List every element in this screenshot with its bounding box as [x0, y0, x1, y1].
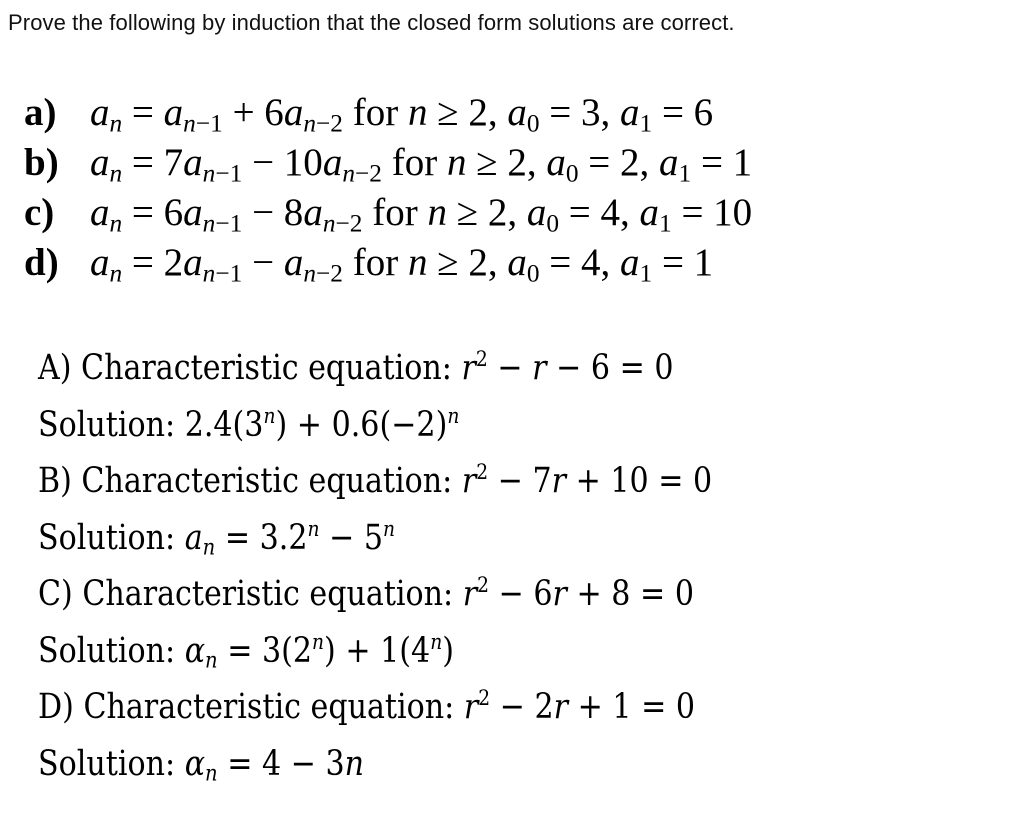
lhs-subscript: n: [109, 109, 123, 138]
lhs-symbol: a: [90, 91, 110, 134]
recurrence-label: c): [24, 191, 55, 234]
characteristic-equation-a: A) Characteristic equation: $r^2 - r - 6 = 0$: [38, 346, 674, 388]
recurrence-rhs: = $2a_{n-1} - a_{n-2}$ for n ≥ 2, $a_0 = 4$, $a_1 = 1$: [131, 241, 714, 288]
recurrence-rhs: = $6a_{n-1} - 8a_{n-2}$ for n ≥ 2, $a_0 = 4$, $a_1 = 10$: [131, 191, 753, 238]
recurrence-label: d): [24, 241, 59, 284]
recurrence-rhs: = $7a_{n-1} - 10a_{n-2}$ for n ≥ 2, $a_0 = 2$, $a_1 = 1$: [131, 141, 753, 188]
lhs-subscript: n: [109, 209, 123, 238]
recurrence-label: a): [24, 91, 57, 134]
solution-d: Solution: $\alpha_n = 4 - 3n$: [38, 743, 365, 787]
lhs-symbol: a: [90, 191, 110, 234]
recurrence-list: [24, 88, 752, 288]
solution-list: [38, 340, 822, 792]
lhs-subscript: n: [109, 259, 123, 288]
recurrence-a: [24, 88, 752, 138]
recurrence-b: [24, 138, 752, 188]
recurrence-label: b): [24, 141, 59, 184]
lhs-symbol: a: [90, 141, 110, 184]
lhs-subscript: n: [109, 159, 123, 188]
solution-c: Solution: $\alpha_n = 3(2^n) + 1(4^n)$: [38, 629, 454, 674]
recurrence-d: [24, 238, 752, 288]
characteristic-equation-d: D) Characteristic equation: $r^2 - 2r + 1 = 0$: [38, 685, 696, 727]
solution-b: Solution: $a_n = 3.2^n - 5^n$: [38, 516, 396, 561]
recurrence-rhs: = $a_{n-1} + 6a_{n-2}$ for n ≥ 2, $a_0 = 3$, $a_1 = 6$: [131, 91, 714, 138]
recurrence-c: [24, 188, 752, 238]
lhs-symbol: a: [90, 241, 110, 284]
solution-a: Solution: $2.4(3^n) + 0.6(-2)^n$: [38, 403, 460, 445]
characteristic-equation-c: C) Characteristic equation: $r^2 - 6r + 8 = 0$: [38, 572, 694, 614]
characteristic-equation-b: B) Characteristic equation: $r^2 - 7r + 10 = 0$: [38, 459, 713, 501]
question-prompt: Prove the following by induction that the closed form solutions are correct.: [8, 10, 735, 35]
